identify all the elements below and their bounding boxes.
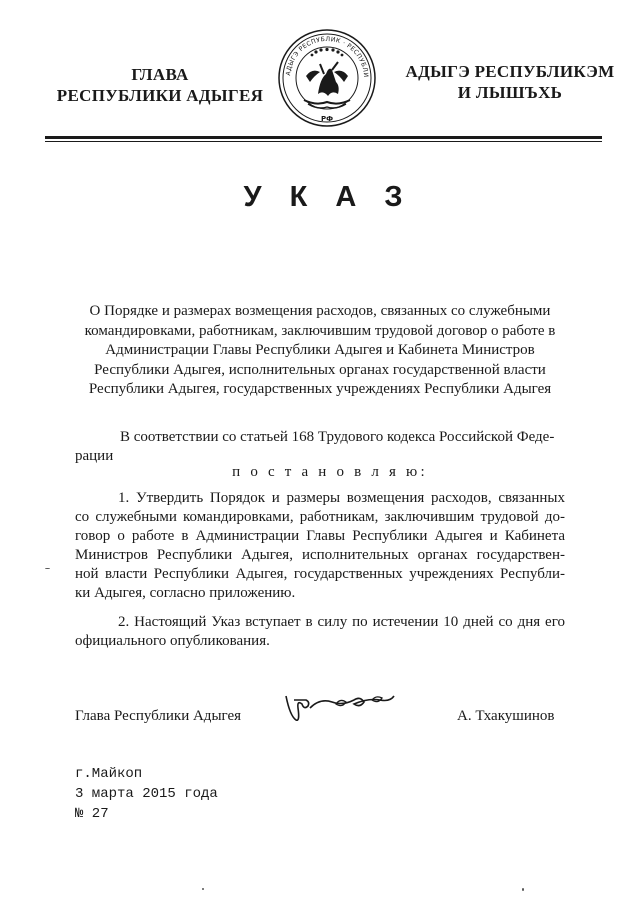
header-right-line1: АДЫГЭ РЕСПУБЛИКЭМ (405, 62, 615, 81)
scan-speck (45, 568, 50, 569)
item-line: со служебными командировками, работникам, заключившим трудовой до- (75, 509, 565, 525)
coat-of-arms-emblem (276, 24, 378, 130)
subject-line: Республики Адыгея, исполнительных органах государственной власти (94, 361, 546, 378)
subject-line: командировками, работникам, заключившим трудовой договор о работе в (84, 322, 556, 339)
handwritten-signature (276, 686, 406, 728)
item-line: говор о работе в Администрации Главы Республики Адыгея и Кабинета (75, 528, 565, 544)
header-right (388, 61, 632, 103)
subject-line: Администрации Главы Республики Адыгея и Кабинета Министров (105, 342, 535, 358)
decree-number: № 27 (75, 806, 109, 822)
scan-speck (522, 888, 524, 891)
preamble-line: В соответствии со статьей 168 Трудового кодекса Российской Феде- (120, 429, 555, 445)
city: г.Майкоп (75, 766, 143, 782)
emblem-ring-text: АДЫГЭ РЕСПУБЛИК · РЕСПУБЛИ (285, 35, 370, 78)
header-left-line1: ГЛАВА (131, 65, 189, 84)
header-right-line2: И ЛЫШЪХЬ (457, 83, 563, 102)
coat-of-arms-icon (276, 24, 378, 130)
subject-line: Республики Адыгея, государственных учреждениях Республики Адыгея (88, 381, 552, 397)
subject-line: О Порядке и размерах возмещения расходов, связанных со служебными (89, 303, 551, 319)
preamble-line: рации (75, 448, 114, 464)
decree-item-2 (75, 613, 565, 651)
item-line: ной власти Республики Адыгея, государственных учреждениях Республи- (75, 566, 565, 582)
decree-word: п о с т а н о в л я ю: (232, 464, 428, 480)
signatory-name: А. Тхакушинов (457, 708, 555, 724)
scan-speck (202, 888, 204, 890)
item-line: 2. Настоящий Указ вступает в силу по истечении 10 дней со дня его (118, 614, 565, 630)
signature-icon (276, 686, 406, 728)
document-title: У К А З (243, 181, 413, 213)
place-date-block (75, 764, 218, 824)
item-line: официального опубликования. (75, 633, 270, 649)
header-rule-thin (45, 141, 602, 142)
item-line: Министров Республики Адыгея, исполнительных органах государствен- (75, 547, 565, 563)
preamble-paragraph (75, 428, 565, 466)
header-left (40, 64, 280, 106)
header-left-line2: РЕСПУБЛИКИ АДЫГЕЯ (56, 86, 264, 105)
decree-subject (70, 302, 570, 400)
signatory-position: Глава Республики Адыгея (75, 708, 242, 724)
date: 3 марта 2015 года (75, 786, 218, 802)
decree-item-1 (75, 489, 565, 603)
item-line: ки Адыгея, согласно приложению. (75, 585, 296, 601)
item-line: 1. Утвердить Порядок и размеры возмещения расходов, связанных (118, 490, 565, 506)
emblem-bottom-text: РФ (320, 115, 334, 123)
header-rule-thick (45, 136, 602, 139)
